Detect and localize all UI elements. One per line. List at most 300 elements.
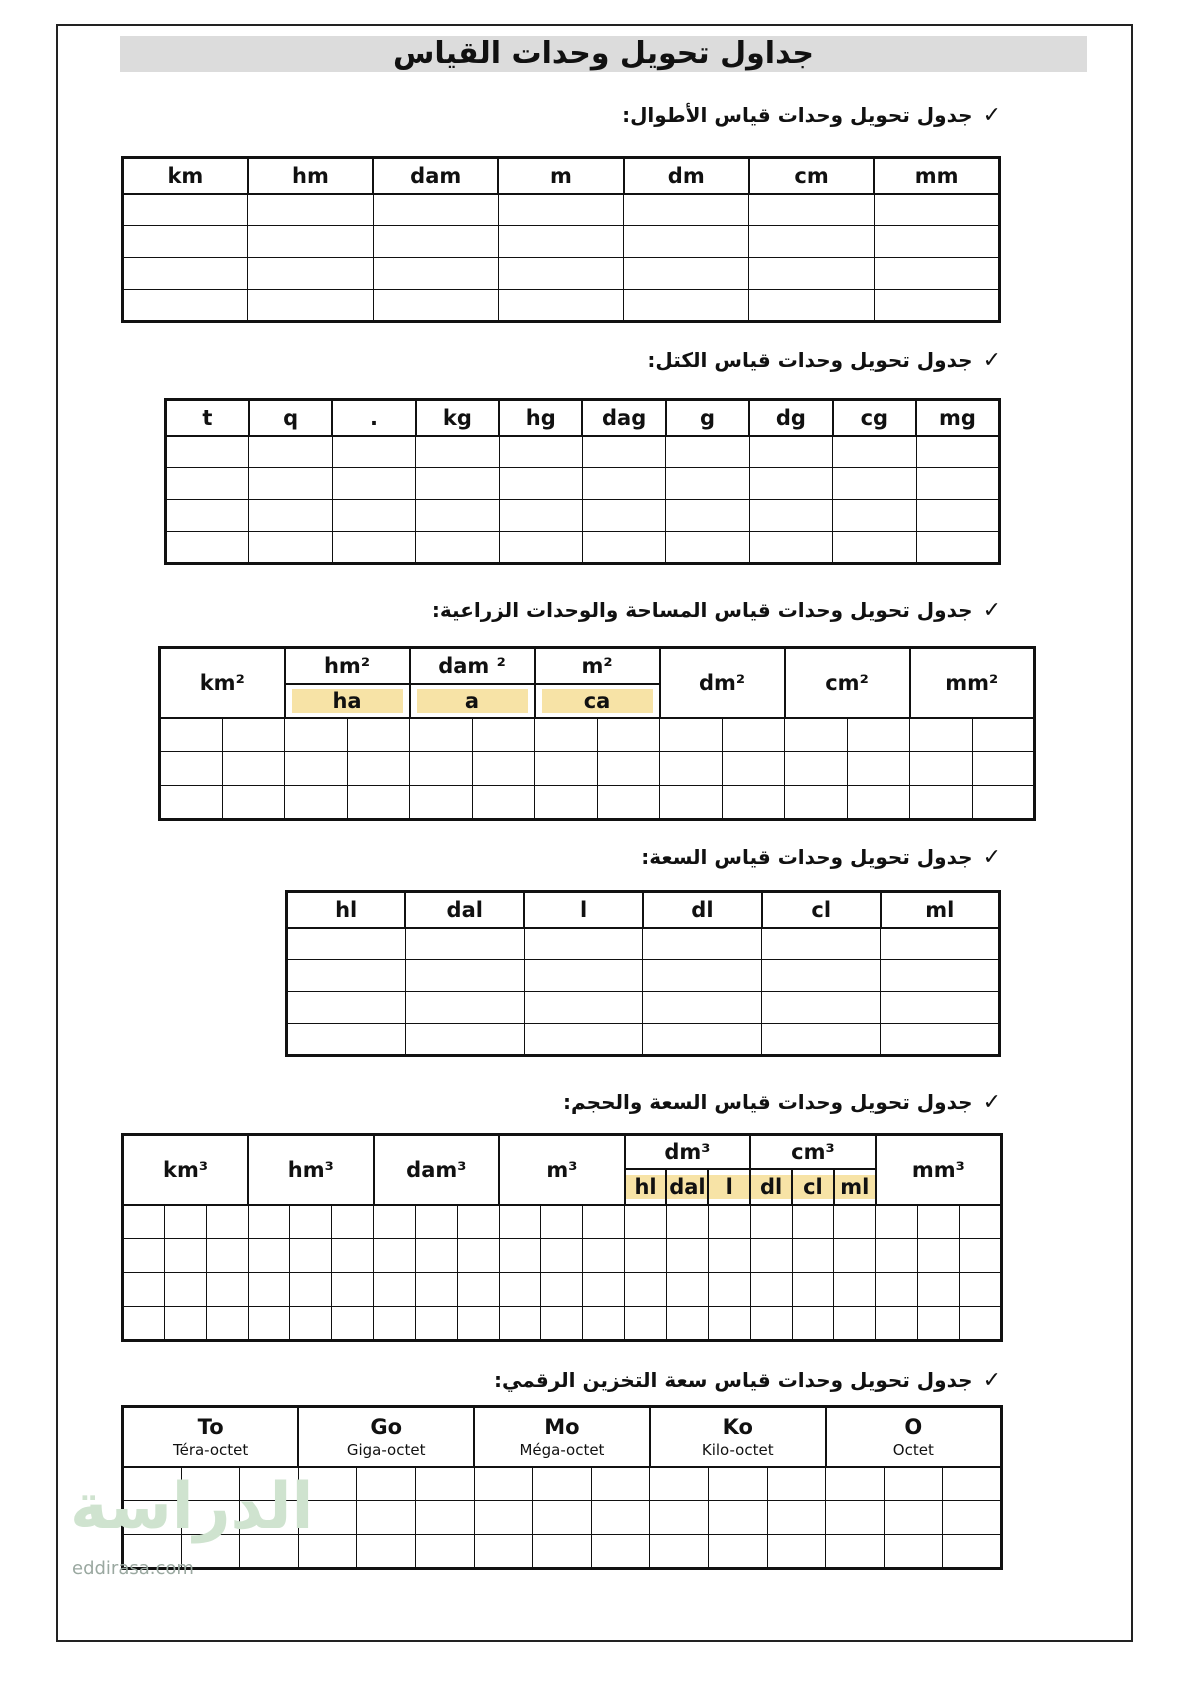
check-icon: ✓ <box>982 103 1001 128</box>
storage-col-abbr: Mo <box>544 1414 580 1439</box>
table-cell[interactable] <box>959 1239 1001 1273</box>
table-cell[interactable] <box>834 1205 876 1239</box>
table-cell[interactable] <box>916 436 999 468</box>
table-cell[interactable] <box>416 500 499 532</box>
agri-unit-label: ca <box>542 689 653 713</box>
table-cell[interactable] <box>762 960 881 992</box>
table-cell[interactable] <box>415 1501 474 1535</box>
table-cell[interactable] <box>916 500 999 532</box>
table-cell[interactable] <box>123 290 248 322</box>
table-cell[interactable] <box>290 1273 332 1307</box>
table-cell[interactable] <box>749 290 874 322</box>
table-cell[interactable] <box>332 532 415 564</box>
length-col: km <box>123 158 248 194</box>
table-cell[interactable] <box>415 1535 474 1569</box>
table-cell[interactable] <box>474 1501 533 1535</box>
length-col: mm <box>874 158 999 194</box>
check-icon: ✓ <box>982 1090 1001 1115</box>
table-cell[interactable] <box>884 1467 943 1501</box>
table-cell[interactable] <box>347 752 410 786</box>
table-cell[interactable] <box>597 752 660 786</box>
table-cell[interactable] <box>290 1205 332 1239</box>
area-col: hm² <box>285 648 410 684</box>
table-cell[interactable] <box>876 1205 918 1239</box>
table-cell[interactable] <box>123 194 248 226</box>
table-cell[interactable] <box>206 1307 248 1341</box>
table-cell[interactable] <box>416 468 499 500</box>
table-cell[interactable] <box>499 1239 541 1273</box>
table-cell[interactable] <box>624 226 749 258</box>
storage-col-abbr: O <box>904 1414 923 1439</box>
table-cell[interactable] <box>666 500 749 532</box>
table-cell[interactable] <box>884 1535 943 1569</box>
table-cell[interactable] <box>123 1205 165 1239</box>
capacity-col: ml <box>881 892 1000 928</box>
table-cell[interactable] <box>826 1535 885 1569</box>
table-cell[interactable] <box>785 718 848 752</box>
table-cell[interactable] <box>847 718 910 752</box>
table-cell[interactable] <box>972 752 1035 786</box>
table-cell[interactable] <box>750 1239 792 1273</box>
table-cell[interactable] <box>123 226 248 258</box>
volume-sub-unit-label: dl <box>751 1175 791 1199</box>
table-cell[interactable] <box>535 752 598 786</box>
table-cell[interactable] <box>222 752 285 786</box>
table-cell[interactable] <box>524 928 643 960</box>
volume-sub-unit <box>834 1169 876 1205</box>
table-cell[interactable] <box>472 718 535 752</box>
table-cell[interactable] <box>792 1239 834 1273</box>
table-cell[interactable] <box>373 258 498 290</box>
table-cell[interactable] <box>415 1307 457 1341</box>
table-cell[interactable] <box>625 1307 667 1341</box>
table-cell[interactable] <box>164 1239 206 1273</box>
table-cell[interactable] <box>410 718 473 752</box>
table-cell[interactable] <box>959 1205 1001 1239</box>
table-cell[interactable] <box>541 1273 583 1307</box>
length-col: hm <box>248 158 373 194</box>
table-cell[interactable] <box>597 718 660 752</box>
table-cell[interactable] <box>332 1307 374 1341</box>
table-cell[interactable] <box>666 436 749 468</box>
agri-unit-label: ha <box>292 689 403 713</box>
volume-sub-unit-label: hl <box>626 1175 666 1199</box>
table-cell[interactable] <box>708 1273 750 1307</box>
table-cell[interactable] <box>524 992 643 1024</box>
volume-sub-unit <box>750 1169 792 1205</box>
table-cell[interactable] <box>160 718 223 752</box>
table-cell[interactable] <box>285 752 348 786</box>
table-cell[interactable] <box>792 1273 834 1307</box>
volume-sub-unit-label: ml <box>835 1175 875 1199</box>
table-cell[interactable] <box>708 1467 767 1501</box>
table-cell[interactable] <box>541 1307 583 1341</box>
table-cell[interactable] <box>249 532 332 564</box>
table-cell[interactable] <box>624 258 749 290</box>
table-cell[interactable] <box>164 1205 206 1239</box>
table-cell[interactable] <box>750 1273 792 1307</box>
table-cell[interactable] <box>582 468 665 500</box>
table-cell[interactable] <box>415 1205 457 1239</box>
table-cell[interactable] <box>591 1501 650 1535</box>
table-cell[interactable] <box>650 1535 709 1569</box>
table-cell[interactable] <box>666 468 749 500</box>
table-cell[interactable] <box>332 468 415 500</box>
table-cell[interactable] <box>666 1239 708 1273</box>
mass-col: t <box>166 400 249 436</box>
table-cell[interactable] <box>347 718 410 752</box>
volume-table <box>121 1133 1003 1342</box>
volume-sub-unit-label: dal <box>669 1174 706 1199</box>
table-cell[interactable] <box>287 960 406 992</box>
table-cell[interactable] <box>749 532 832 564</box>
table-cell[interactable] <box>416 532 499 564</box>
table-cell[interactable] <box>762 992 881 1024</box>
table-cell[interactable] <box>833 468 916 500</box>
table-cell[interactable] <box>876 1239 918 1273</box>
area-table <box>158 646 1036 821</box>
table-cell[interactable] <box>164 1273 206 1307</box>
table-cell[interactable] <box>123 258 248 290</box>
table-cell[interactable] <box>285 718 348 752</box>
table-cell[interactable] <box>874 258 999 290</box>
volume-col: cm³ <box>750 1135 876 1169</box>
table-cell[interactable] <box>123 1239 165 1273</box>
table-cell[interactable] <box>876 1307 918 1341</box>
table-cell[interactable] <box>405 1024 524 1056</box>
table-cell[interactable] <box>123 1273 165 1307</box>
table-cell[interactable] <box>750 1205 792 1239</box>
capacity-col: dl <box>643 892 762 928</box>
table-cell[interactable] <box>533 1535 592 1569</box>
table-cell[interactable] <box>624 290 749 322</box>
table-cell[interactable] <box>410 752 473 786</box>
table-cell[interactable] <box>943 1467 1002 1501</box>
table-cell[interactable] <box>666 1307 708 1341</box>
area-col: km² <box>160 648 285 718</box>
table-cell[interactable] <box>722 718 785 752</box>
table-cell[interactable] <box>332 1205 374 1239</box>
table-cell[interactable] <box>373 290 498 322</box>
table-cell[interactable] <box>583 1273 625 1307</box>
table-cell[interactable] <box>582 500 665 532</box>
storage-col-abbr: To <box>197 1414 224 1439</box>
table-cell[interactable] <box>499 468 582 500</box>
table-cell[interactable] <box>660 752 723 786</box>
check-icon: ✓ <box>982 1368 1001 1393</box>
table-cell[interactable] <box>749 194 874 226</box>
table-cell[interactable] <box>792 1307 834 1341</box>
table-cell[interactable] <box>524 960 643 992</box>
table-cell[interactable] <box>332 1273 374 1307</box>
table-cell[interactable] <box>762 928 881 960</box>
table-cell[interactable] <box>332 1239 374 1273</box>
volume-col: mm³ <box>876 1135 1002 1205</box>
table-cell[interactable] <box>666 1273 708 1307</box>
table-cell[interactable] <box>248 1205 290 1239</box>
table-cell[interactable] <box>373 226 498 258</box>
storage-col <box>123 1407 299 1467</box>
table-cell[interactable] <box>374 1273 416 1307</box>
table-cell[interactable] <box>541 1239 583 1273</box>
table-cell[interactable] <box>874 290 999 322</box>
mass-col: hg <box>499 400 582 436</box>
table-cell[interactable] <box>457 1205 499 1239</box>
table-cell[interactable] <box>222 718 285 752</box>
table-cell[interactable] <box>722 752 785 786</box>
table-cell[interactable] <box>166 436 249 468</box>
storage-col <box>650 1407 826 1467</box>
table-cell[interactable] <box>166 532 249 564</box>
table-cell[interactable] <box>160 752 223 786</box>
table-cell[interactable] <box>499 1205 541 1239</box>
table-cell[interactable] <box>597 786 660 820</box>
table-cell[interactable] <box>767 1535 826 1569</box>
table-cell[interactable] <box>767 1501 826 1535</box>
table-cell[interactable] <box>708 1307 750 1341</box>
table-cell[interactable] <box>972 718 1035 752</box>
table-cell[interactable] <box>164 1307 206 1341</box>
table-cell[interactable] <box>499 500 582 532</box>
table-cell[interactable] <box>881 928 1000 960</box>
table-cell[interactable] <box>206 1205 248 1239</box>
table-cell[interactable] <box>749 226 874 258</box>
table-cell[interactable] <box>535 786 598 820</box>
table-cell[interactable] <box>405 992 524 1024</box>
table-cell[interactable] <box>708 1239 750 1273</box>
volume-sub-unit-label: cl <box>793 1175 833 1199</box>
table-cell[interactable] <box>248 226 373 258</box>
table-cell[interactable] <box>357 1535 416 1569</box>
length-heading <box>622 103 1001 128</box>
check-icon: ✓ <box>982 845 1001 870</box>
table-cell[interactable] <box>749 436 832 468</box>
table-cell[interactable] <box>287 928 406 960</box>
table-cell[interactable] <box>826 1467 885 1501</box>
table-cell[interactable] <box>767 1467 826 1501</box>
capacity-col: cl <box>762 892 881 928</box>
mass-heading-text: جدول تحويل وحدات قياس الكتل: <box>647 348 973 372</box>
table-cell[interactable] <box>583 1205 625 1239</box>
mass-col: g <box>666 400 749 436</box>
table-cell[interactable] <box>347 786 410 820</box>
table-cell[interactable] <box>876 1273 918 1307</box>
table-cell[interactable] <box>834 1239 876 1273</box>
table-cell[interactable] <box>374 1307 416 1341</box>
storage-col-abbr: Go <box>370 1414 402 1439</box>
table-cell[interactable] <box>874 226 999 258</box>
table-cell[interactable] <box>499 1273 541 1307</box>
table-cell[interactable] <box>166 468 249 500</box>
table-cell[interactable] <box>650 1501 709 1535</box>
table-cell[interactable] <box>943 1535 1002 1569</box>
table-cell[interactable] <box>833 500 916 532</box>
table-cell[interactable] <box>472 752 535 786</box>
table-cell[interactable] <box>498 258 623 290</box>
table-cell[interactable] <box>749 258 874 290</box>
table-cell[interactable] <box>374 1239 416 1273</box>
table-cell[interactable] <box>457 1273 499 1307</box>
table-cell[interactable] <box>591 1467 650 1501</box>
table-cell[interactable] <box>881 960 1000 992</box>
table-cell[interactable] <box>166 500 249 532</box>
table-cell[interactable] <box>834 1307 876 1341</box>
table-cell[interactable] <box>918 1307 960 1341</box>
table-cell[interactable] <box>959 1273 1001 1307</box>
table-cell[interactable] <box>918 1273 960 1307</box>
table-cell[interactable] <box>910 718 973 752</box>
table-cell[interactable] <box>357 1467 416 1501</box>
table-cell[interactable] <box>374 1205 416 1239</box>
table-cell[interactable] <box>498 226 623 258</box>
table-cell[interactable] <box>373 194 498 226</box>
table-cell[interactable] <box>918 1239 960 1273</box>
table-cell[interactable] <box>206 1273 248 1307</box>
length-col: dm <box>624 158 749 194</box>
table-cell[interactable] <box>591 1535 650 1569</box>
table-cell[interactable] <box>643 928 762 960</box>
table-cell[interactable] <box>405 960 524 992</box>
table-cell[interactable] <box>666 1205 708 1239</box>
capacity-table <box>285 890 1001 1057</box>
table-cell[interactable] <box>285 786 348 820</box>
table-cell[interactable] <box>541 1205 583 1239</box>
table-cell[interactable] <box>625 1239 667 1273</box>
table-cell[interactable] <box>660 718 723 752</box>
table-cell[interactable] <box>332 500 415 532</box>
table-cell[interactable] <box>625 1205 667 1239</box>
table-cell[interactable] <box>123 1307 165 1341</box>
table-cell[interactable] <box>457 1239 499 1273</box>
table-cell[interactable] <box>910 752 973 786</box>
table-cell[interactable] <box>910 786 973 820</box>
table-cell[interactable] <box>643 1024 762 1056</box>
table-cell[interactable] <box>643 960 762 992</box>
table-cell[interactable] <box>583 1239 625 1273</box>
storage-col-name: Téra-octet <box>172 1440 249 1459</box>
table-cell[interactable] <box>826 1501 885 1535</box>
table-cell[interactable] <box>660 786 723 820</box>
table-cell[interactable] <box>666 532 749 564</box>
table-cell[interactable] <box>916 532 999 564</box>
table-cell[interactable] <box>708 1535 767 1569</box>
table-cell[interactable] <box>833 532 916 564</box>
table-cell[interactable] <box>833 436 916 468</box>
table-cell[interactable] <box>847 752 910 786</box>
table-cell[interactable] <box>533 1501 592 1535</box>
table-cell[interactable] <box>762 1024 881 1056</box>
table-cell[interactable] <box>708 1205 750 1239</box>
table-cell[interactable] <box>499 436 582 468</box>
table-cell[interactable] <box>535 718 598 752</box>
table-cell[interactable] <box>248 1239 290 1273</box>
table-cell[interactable] <box>881 992 1000 1024</box>
table-cell[interactable] <box>290 1239 332 1273</box>
table-cell[interactable] <box>248 1307 290 1341</box>
table-cell[interactable] <box>206 1239 248 1273</box>
table-cell[interactable] <box>750 1307 792 1341</box>
table-cell[interactable] <box>918 1205 960 1239</box>
table-cell[interactable] <box>222 786 285 820</box>
table-cell[interactable] <box>410 786 473 820</box>
table-cell[interactable] <box>834 1273 876 1307</box>
storage-col-abbr: Ko <box>722 1414 753 1439</box>
table-cell[interactable] <box>474 1467 533 1501</box>
table-cell[interactable] <box>847 786 910 820</box>
table-cell[interactable] <box>874 194 999 226</box>
table-cell[interactable] <box>582 436 665 468</box>
table-cell[interactable] <box>357 1501 416 1535</box>
table-cell[interactable] <box>749 468 832 500</box>
table-cell[interactable] <box>415 1273 457 1307</box>
volume-sub-unit <box>792 1169 834 1205</box>
table-cell[interactable] <box>249 468 332 500</box>
table-cell[interactable] <box>524 1024 643 1056</box>
table-cell[interactable] <box>650 1467 709 1501</box>
volume-heading <box>563 1090 1001 1115</box>
table-cell[interactable] <box>499 1307 541 1341</box>
table-cell[interactable] <box>881 1024 1000 1056</box>
table-cell[interactable] <box>290 1307 332 1341</box>
table-cell[interactable] <box>498 194 623 226</box>
table-cell[interactable] <box>160 786 223 820</box>
table-cell[interactable] <box>749 500 832 532</box>
table-cell[interactable] <box>457 1307 499 1341</box>
table-cell[interactable] <box>972 786 1035 820</box>
table-cell[interactable] <box>415 1467 474 1501</box>
table-cell[interactable] <box>248 1273 290 1307</box>
table-cell[interactable] <box>785 786 848 820</box>
table-cell[interactable] <box>248 290 373 322</box>
table-cell[interactable] <box>415 1239 457 1273</box>
agri-unit <box>285 684 410 718</box>
agri-unit <box>535 684 660 718</box>
table-cell[interactable] <box>959 1307 1001 1341</box>
table-cell[interactable] <box>474 1535 533 1569</box>
table-cell[interactable] <box>472 786 535 820</box>
table-cell[interactable] <box>498 290 623 322</box>
table-cell[interactable] <box>708 1501 767 1535</box>
volume-sub-unit-label: l <box>709 1175 749 1199</box>
watermark-site: eddirasa.com <box>72 1558 194 1579</box>
table-cell[interactable] <box>643 992 762 1024</box>
table-cell[interactable] <box>249 500 332 532</box>
table-cell[interactable] <box>884 1501 943 1535</box>
table-cell[interactable] <box>533 1467 592 1501</box>
table-cell[interactable] <box>405 928 524 960</box>
capacity-col: dal <box>405 892 524 928</box>
table-cell[interactable] <box>916 468 999 500</box>
table-cell[interactable] <box>722 786 785 820</box>
page-title: جداول تحويل وحدات القياس <box>120 36 1087 72</box>
table-cell[interactable] <box>625 1273 667 1307</box>
table-cell[interactable] <box>582 532 665 564</box>
table-cell[interactable] <box>249 436 332 468</box>
table-cell[interactable] <box>792 1205 834 1239</box>
table-cell[interactable] <box>499 532 582 564</box>
table-cell[interactable] <box>943 1501 1002 1535</box>
table-cell[interactable] <box>416 436 499 468</box>
table-cell[interactable] <box>248 258 373 290</box>
check-icon: ✓ <box>982 348 1001 373</box>
table-cell[interactable] <box>248 194 373 226</box>
table-cell[interactable] <box>624 194 749 226</box>
table-cell[interactable] <box>332 436 415 468</box>
table-cell[interactable] <box>287 1024 406 1056</box>
table-cell[interactable] <box>287 992 406 1024</box>
table-cell[interactable] <box>583 1307 625 1341</box>
table-cell[interactable] <box>785 752 848 786</box>
